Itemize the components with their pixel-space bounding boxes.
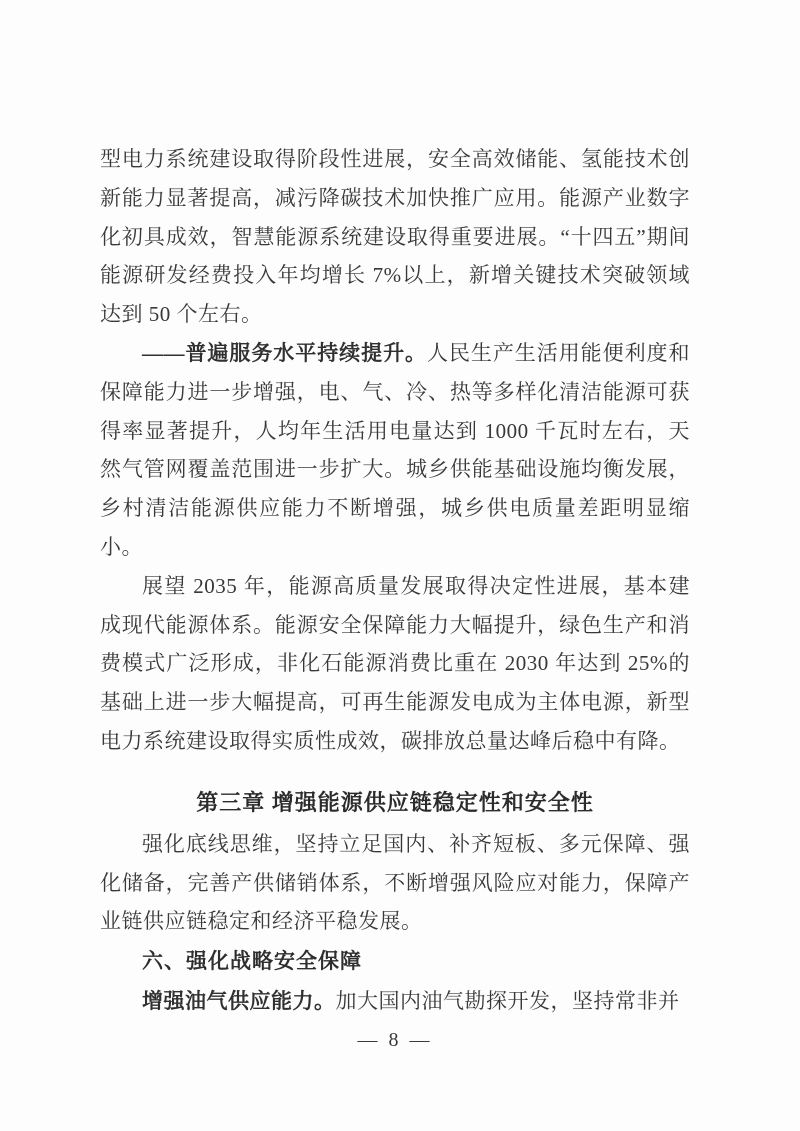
paragraph-universal-service-text: 人民生产生活用能便利度和保障能力进一步增强，电、气、冷、热等多样化清洁能源可获得率显著提升，人均年生活用电量达到 1000 千瓦时左右，天然气管网覆盖范围进一步扩大。城乡供能基础设施均衡发展，乡村清洁能源供应能力不断增强，城乡供电质量差距明显缩小。	[100, 340, 691, 559]
paragraph-oil-gas	[100, 982, 690, 1021]
paragraph-universal-service-lead: ——普遍服务水平持续提升。	[142, 340, 427, 365]
paragraph-oil-gas-text: 加大国内油气勘探开发，坚持常非并	[335, 988, 680, 1013]
paragraph-continuation	[100, 140, 690, 334]
chapter-heading: 第三章 增强能源供应链稳定性和安全性	[196, 789, 594, 815]
paragraph-universal-service	[100, 334, 690, 567]
paragraph-oil-gas-lead: 增强油气供应能力。	[142, 988, 336, 1013]
section-heading: 六、强化战略安全保障	[142, 950, 362, 974]
page-content	[100, 140, 690, 1052]
paragraph-chapter-intro	[100, 825, 690, 941]
page-number: — 8 —	[357, 1028, 433, 1051]
paragraph-outlook-2035	[100, 567, 690, 761]
paragraph-outlook-2035-text: 展望 2035 年，能源高质量发展取得决定性进展，基本建成现代能源体系。能源安全保障能力大幅提升，绿色生产和消费模式广泛形成，非化石能源消费比重在 2030 年达到 25%的基础上进一步大幅提高，可再生能源发电成为主体电源，新型电力系统建设取得实质性成效，碳排放总量达峰后稳中有降。	[100, 573, 690, 753]
paragraph-continuation-text: 型电力系统建设取得阶段性进展，安全高效储能、氢能技术创新能力显著提高，减污降碳技术加快推广应用。能源产业数字化初具成效，智慧能源系统建设取得重要进展。“十四五”期间能源研发经费投入年均增长 7%以上，新增关键技术突破领域达到 50 个左右。	[100, 147, 690, 327]
paragraph-chapter-intro-text: 强化底线思维，坚持立足国内、补齐短板、多元保障、强化储备，完善产供储销体系，不断增强风险应对能力，保障产业链供应链稳定和经济平稳发展。	[100, 831, 690, 934]
